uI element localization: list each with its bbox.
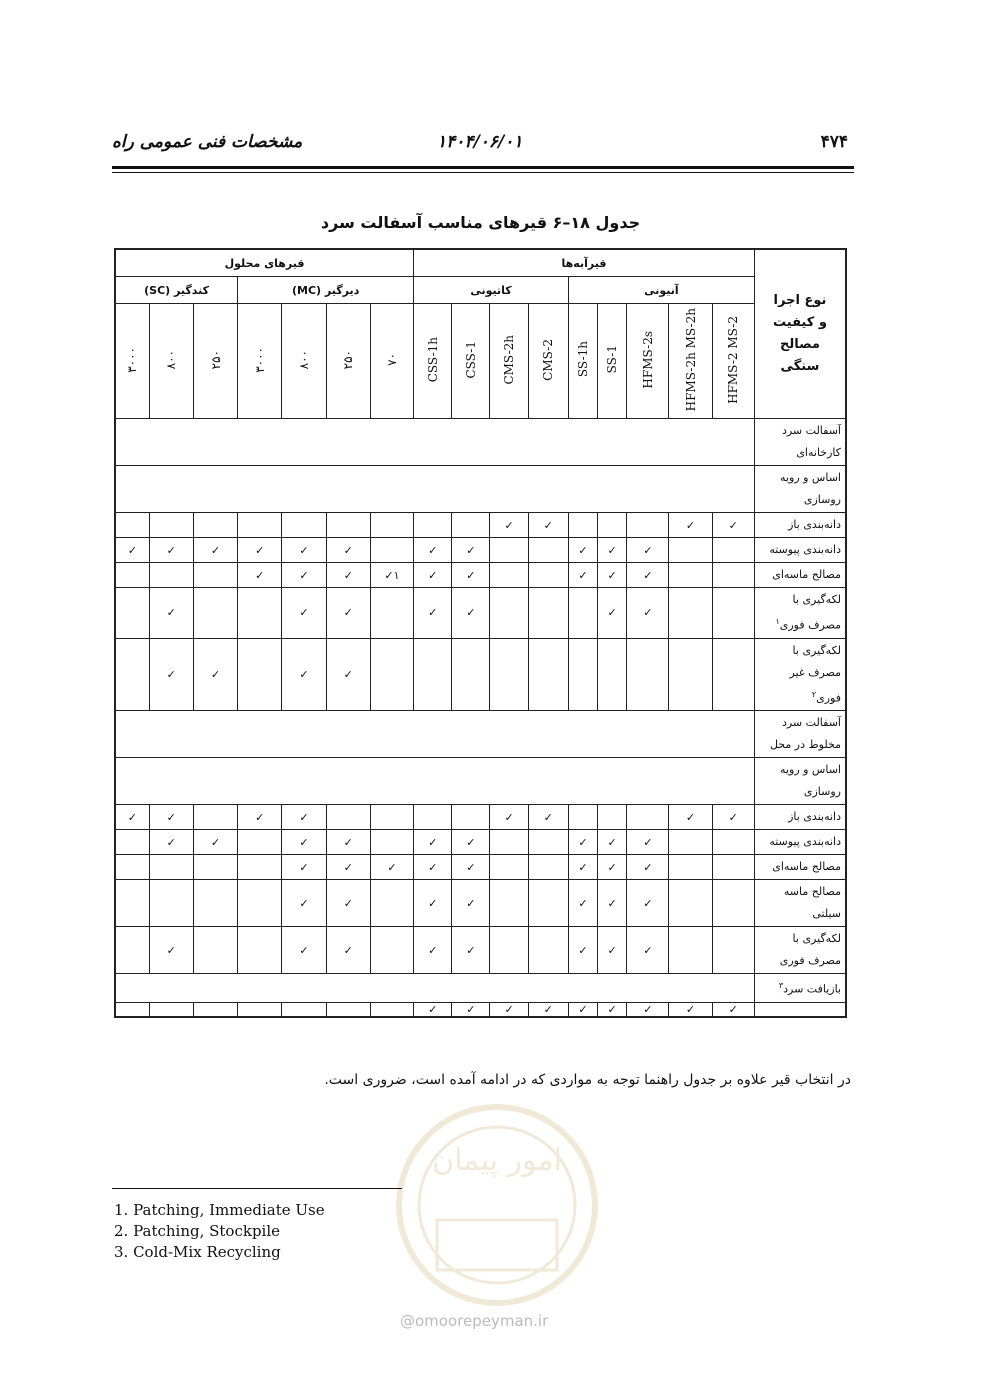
check-cell: ✓: [282, 563, 326, 588]
column-header-label: HFMS-2s: [640, 330, 655, 389]
check-cell: [370, 588, 413, 639]
check-cell: [568, 638, 597, 711]
check-cell: ✓: [598, 538, 627, 563]
check-cell: [370, 805, 413, 830]
table-row: [115, 880, 846, 927]
check-cell: [370, 880, 413, 927]
check-cell: [282, 513, 326, 538]
check-cell: ✓: [528, 513, 568, 538]
check-cell: [490, 855, 528, 880]
table-row: [115, 1002, 846, 1017]
check-cell: [193, 513, 237, 538]
footnote-rule: [112, 1188, 402, 1189]
check-cell: [193, 805, 237, 830]
column-header: [627, 304, 669, 419]
column-header-label: CSS-1: [463, 340, 478, 379]
column-header-label: ۸۰۰: [164, 349, 179, 370]
check-cell: [669, 588, 712, 639]
check-cell: ✓: [149, 805, 193, 830]
check-cell: [193, 880, 237, 927]
table-row: [115, 538, 846, 563]
check-cell: [568, 513, 597, 538]
check-cell: [528, 927, 568, 974]
check-cell: ✓: [414, 830, 452, 855]
check-cell: ✓: [627, 538, 669, 563]
anionic-header: آنیونی: [568, 277, 754, 304]
check-cell: [669, 830, 712, 855]
row-label-text: نوع اجرا و کیفیت مصالح سنگی: [773, 293, 827, 374]
row-label: [754, 638, 846, 711]
check-cell: ✓: [326, 855, 370, 880]
column-header-label: SS-1: [605, 345, 620, 374]
column-header: [598, 304, 627, 419]
column-header: [193, 304, 237, 419]
row-label: [754, 588, 846, 639]
check-cell: [149, 880, 193, 927]
check-cell: [669, 538, 712, 563]
column-header-label: ۳۰۰۰: [125, 346, 140, 373]
check-cell: ✓: [238, 805, 282, 830]
check-cell: [149, 1002, 193, 1017]
check-cell: ✓: [627, 588, 669, 639]
check-cell: [370, 638, 413, 711]
row-label-text: اساس و رویه روسازی: [780, 763, 841, 799]
row-label: [754, 538, 846, 563]
check-cell: ✓: [568, 830, 597, 855]
check-cell: ✓: [282, 855, 326, 880]
table-row: [115, 805, 846, 830]
table-caption: جدول ۱۸–۶ قیرهای مناسب آسفالت سرد: [320, 213, 641, 232]
table-row: [115, 563, 846, 588]
check-cell: [490, 588, 528, 639]
row-label-text: لکه‌گیری با مصرف غیر فوری: [789, 643, 841, 705]
row-label: [754, 855, 846, 880]
check-cell: ✓: [149, 927, 193, 974]
check-cell: ✓: [452, 563, 490, 588]
section-row: [115, 711, 846, 758]
check-cell: ✓: [452, 1002, 490, 1017]
check-cell: [115, 880, 149, 927]
column-header-label: ۳۰۰۰: [252, 346, 267, 373]
footnote-2: 2. Patching, Stockpile: [114, 1222, 281, 1240]
row-label-text: آسفالت سرد مخلوط در محل: [769, 716, 841, 752]
check-cell: ✓: [326, 588, 370, 639]
check-cell: [598, 638, 627, 711]
section-row: [115, 758, 846, 805]
footnote-marker: ۳: [778, 981, 784, 991]
check-cell: [414, 805, 452, 830]
check-cell: ✓: [326, 638, 370, 711]
check-cell: [115, 830, 149, 855]
row-label-text: لکه‌گیری با مصرف فوری: [779, 593, 841, 632]
row-label: [754, 1002, 846, 1017]
check-cell: ✓: [568, 880, 597, 927]
check-cell: [238, 513, 282, 538]
row-label-header: [754, 249, 846, 419]
check-cell: ✓: [627, 927, 669, 974]
table-row: [115, 588, 846, 639]
row-label-text: مصالح ماسه‌ای: [772, 568, 841, 581]
row-label: [754, 466, 846, 513]
check-cell: ✓: [712, 513, 754, 538]
check-cell: [452, 805, 490, 830]
check-cell: ✓: [568, 855, 597, 880]
check-cell: [193, 927, 237, 974]
check-cell: [712, 830, 754, 855]
check-cell: [115, 855, 149, 880]
check-cell: [370, 538, 413, 563]
check-cell: ✓: [282, 538, 326, 563]
check-cell: [528, 855, 568, 880]
check-cell: [598, 513, 627, 538]
note-paragraph: در انتخاب قیر علاوه بر جدول راهنما توجه به مواردی که در ادامه آمده است، ضروری است.: [324, 1072, 851, 1088]
row-label: [754, 805, 846, 830]
check-cell: [490, 880, 528, 927]
emulsion-group-header: قیرآبه‌ها: [414, 249, 755, 277]
check-cell: [193, 1002, 237, 1017]
check-cell: ✓: [149, 588, 193, 639]
check-cell: ✓: [598, 563, 627, 588]
section-row: [115, 974, 846, 1003]
column-header: [528, 304, 568, 419]
column-header-label: HFMS-2h MS-2h: [683, 307, 698, 412]
column-header: [712, 304, 754, 419]
check-cell: [115, 638, 149, 711]
check-cell: ✓: [193, 538, 237, 563]
section-blank: [115, 466, 754, 513]
column-header-label: CMS-2h: [502, 334, 517, 385]
check-cell: [669, 927, 712, 974]
row-label-text: لکه‌گیری با مصرف فوری: [779, 932, 841, 968]
section-blank: [115, 758, 754, 805]
check-cell: [238, 830, 282, 855]
check-cell: ✓: [627, 830, 669, 855]
row-label: [754, 758, 846, 805]
section-blank: [115, 711, 754, 758]
check-cell: ✓: [193, 638, 237, 711]
check-cell: ✓: [568, 1002, 597, 1017]
table-row: [115, 638, 846, 711]
column-header: [149, 304, 193, 419]
check-cell: ✓: [528, 805, 568, 830]
column-header: [568, 304, 597, 419]
check-cell: [326, 805, 370, 830]
check-cell: ✓: [452, 830, 490, 855]
row-label: [754, 513, 846, 538]
check-cell: ✓: [414, 563, 452, 588]
check-cell: [414, 638, 452, 711]
check-cell: ✓: [414, 880, 452, 927]
section-row: [115, 419, 846, 466]
check-cell: ✓: [149, 638, 193, 711]
check-cell: ✓: [712, 805, 754, 830]
column-header: [452, 304, 490, 419]
check-cell: ✓: [490, 513, 528, 538]
check-cell: [669, 563, 712, 588]
check-cell: ✓: [598, 927, 627, 974]
check-cell: ✓: [326, 880, 370, 927]
check-cell: [712, 638, 754, 711]
check-cell: [193, 855, 237, 880]
check-cell: [326, 513, 370, 538]
check-cell: ✓: [326, 538, 370, 563]
check-cell: ✓: [452, 927, 490, 974]
row-label: [754, 974, 846, 1003]
check-cell: [282, 1002, 326, 1017]
column-header-label: SS-1h: [575, 341, 590, 378]
check-cell: ✓: [149, 830, 193, 855]
check-cell: ✓١: [370, 563, 413, 588]
column-header: [326, 304, 370, 419]
check-cell: [414, 513, 452, 538]
check-cell: [238, 588, 282, 639]
check-cell: [712, 538, 754, 563]
check-cell: ✓: [414, 588, 452, 639]
check-cell: ✓: [627, 563, 669, 588]
column-header-label: ۲۵۰: [208, 349, 223, 370]
check-cell: ✓: [282, 880, 326, 927]
column-header-label: HFMS-2 MS-2: [726, 315, 741, 404]
check-cell: [627, 805, 669, 830]
section-blank: [115, 419, 754, 466]
check-cell: [326, 1002, 370, 1017]
check-cell: [238, 927, 282, 974]
row-label: [754, 563, 846, 588]
check-cell: [528, 830, 568, 855]
check-cell: ✓: [452, 880, 490, 927]
row-label-text: مصالح ماسه سیلتی: [783, 885, 841, 921]
check-cell: [370, 1002, 413, 1017]
check-cell: [528, 588, 568, 639]
check-cell: [370, 830, 413, 855]
column-header-label: ۷۰: [384, 353, 399, 366]
column-header-label: ۸۰۰: [296, 349, 311, 370]
footnote-marker: ۲: [811, 689, 817, 699]
check-cell: ✓: [490, 1002, 528, 1017]
column-header: [370, 304, 413, 419]
check-cell: [370, 513, 413, 538]
mc-header: دیرگیر (MC): [238, 277, 414, 304]
check-cell: ✓: [598, 880, 627, 927]
sc-header: کندگیر (SC): [115, 277, 238, 304]
check-cell: ✓: [238, 538, 282, 563]
row-label-text: دانه‌بندی پیوسته: [769, 835, 841, 849]
check-cell: [149, 513, 193, 538]
check-cell: [490, 638, 528, 711]
check-cell: [712, 880, 754, 927]
table-row: [115, 927, 846, 974]
check-cell: [712, 563, 754, 588]
row-label-text: دانه‌بندی باز: [788, 810, 841, 824]
row-label-text: اساس و رویه روسازی: [780, 471, 841, 506]
row-label-text: مصالح ماسه‌ای: [772, 860, 841, 874]
header-rule-thin: [112, 172, 854, 173]
table-row: [115, 855, 846, 880]
check-cell: ✓: [712, 1002, 754, 1017]
check-cell: [598, 805, 627, 830]
check-cell: ✓: [414, 538, 452, 563]
check-cell: [115, 563, 149, 588]
check-cell: ✓: [568, 927, 597, 974]
row-label-text: دانه‌بندی پیوسته: [769, 543, 841, 556]
check-cell: ✓: [282, 927, 326, 974]
check-cell: [115, 588, 149, 639]
check-cell: ✓: [452, 538, 490, 563]
check-cell: ✓: [326, 927, 370, 974]
check-cell: [528, 563, 568, 588]
check-cell: ✓: [193, 830, 237, 855]
check-cell: [669, 880, 712, 927]
check-cell: [490, 563, 528, 588]
book-title: مشخصات فنی عمومی راه: [112, 132, 303, 152]
row-label: [754, 927, 846, 974]
check-cell: [238, 1002, 282, 1017]
cationic-header: کاتیونی: [414, 277, 569, 304]
check-cell: ✓: [669, 513, 712, 538]
check-cell: ✓: [115, 538, 149, 563]
check-cell: [568, 588, 597, 639]
column-header: [115, 304, 149, 419]
check-cell: ✓: [370, 855, 413, 880]
check-cell: ✓: [598, 588, 627, 639]
check-cell: [149, 855, 193, 880]
column-header: [282, 304, 326, 419]
check-cell: [490, 830, 528, 855]
watermark-url: @omoorepeyman.ir: [400, 1312, 549, 1330]
column-header: [414, 304, 452, 419]
check-cell: ✓: [115, 805, 149, 830]
check-cell: [452, 638, 490, 711]
row-label-text: دانه‌بندی باز: [788, 518, 841, 531]
check-cell: ✓: [598, 855, 627, 880]
check-cell: [712, 588, 754, 639]
check-cell: [490, 538, 528, 563]
check-cell: ✓: [282, 805, 326, 830]
row-label-text: آسفالت سرد کارخانه‌ای: [781, 424, 841, 459]
check-cell: [627, 638, 669, 711]
check-cell: [370, 927, 413, 974]
check-cell: ✓: [568, 538, 597, 563]
check-cell: [115, 1002, 149, 1017]
check-cell: [490, 927, 528, 974]
check-cell: [669, 638, 712, 711]
check-cell: [115, 513, 149, 538]
header-rule-thick: [112, 166, 854, 169]
check-cell: ✓: [669, 805, 712, 830]
check-cell: ✓: [326, 830, 370, 855]
footnote-3: 3. Cold-Mix Recycling: [114, 1243, 281, 1261]
check-cell: ✓: [282, 638, 326, 711]
row-label: [754, 830, 846, 855]
column-header: [238, 304, 282, 419]
footnote-1: 1. Patching, Immediate Use: [114, 1201, 325, 1219]
row-label: [754, 711, 846, 758]
watermark-logo: [392, 1100, 602, 1310]
column-header-label: ۲۵۰: [341, 349, 356, 370]
column-header-label: CSS-1h: [425, 336, 440, 383]
check-cell: [568, 805, 597, 830]
check-cell: ✓: [627, 1002, 669, 1017]
check-cell: [115, 927, 149, 974]
check-cell: ✓: [528, 1002, 568, 1017]
check-cell: [452, 513, 490, 538]
section-row: [115, 466, 846, 513]
check-cell: ✓: [414, 855, 452, 880]
watermark-logo-text: امور پیمان: [432, 1143, 562, 1178]
row-label-text: بازیافت سرد: [783, 982, 841, 996]
check-cell: ✓: [414, 927, 452, 974]
check-cell: [627, 513, 669, 538]
check-cell: ✓: [568, 563, 597, 588]
column-header-label: CMS-2: [541, 338, 556, 381]
check-cell: [149, 563, 193, 588]
cutback-group-header: قیرهای محلول: [115, 249, 414, 277]
check-cell: [528, 638, 568, 711]
column-header: [490, 304, 528, 419]
footnote-marker: ۱: [775, 617, 780, 626]
check-cell: [669, 855, 712, 880]
page-header: [112, 128, 854, 162]
check-cell: [712, 927, 754, 974]
check-cell: [528, 880, 568, 927]
check-cell: [238, 638, 282, 711]
row-label: [754, 880, 846, 927]
check-cell: ✓: [490, 805, 528, 830]
check-cell: ✓: [452, 588, 490, 639]
footnotes: [114, 1200, 325, 1263]
check-cell: ✓: [414, 1002, 452, 1017]
check-cell: ✓: [282, 830, 326, 855]
check-cell: ✓: [669, 1002, 712, 1017]
check-cell: ✓: [326, 563, 370, 588]
check-cell: [238, 855, 282, 880]
table-row: [115, 513, 846, 538]
check-cell: [193, 588, 237, 639]
page-number: ۴۷۴: [820, 132, 848, 152]
check-cell: ✓: [627, 855, 669, 880]
check-cell: ✓: [149, 538, 193, 563]
column-header: [669, 304, 712, 419]
bitumen-table: [114, 248, 847, 1018]
check-cell: ✓: [238, 563, 282, 588]
check-cell: ✓: [627, 880, 669, 927]
check-cell: [193, 563, 237, 588]
check-cell: [238, 880, 282, 927]
check-cell: [528, 538, 568, 563]
check-cell: ✓: [598, 1002, 627, 1017]
check-cell: [712, 855, 754, 880]
check-cell: ✓: [598, 830, 627, 855]
section-blank: [115, 974, 754, 1003]
row-label: [754, 419, 846, 466]
check-cell: ✓: [282, 588, 326, 639]
page-date: ۱۴۰۴/۰۶/۰۱: [437, 132, 523, 152]
check-cell: ✓: [452, 855, 490, 880]
table-row: [115, 830, 846, 855]
